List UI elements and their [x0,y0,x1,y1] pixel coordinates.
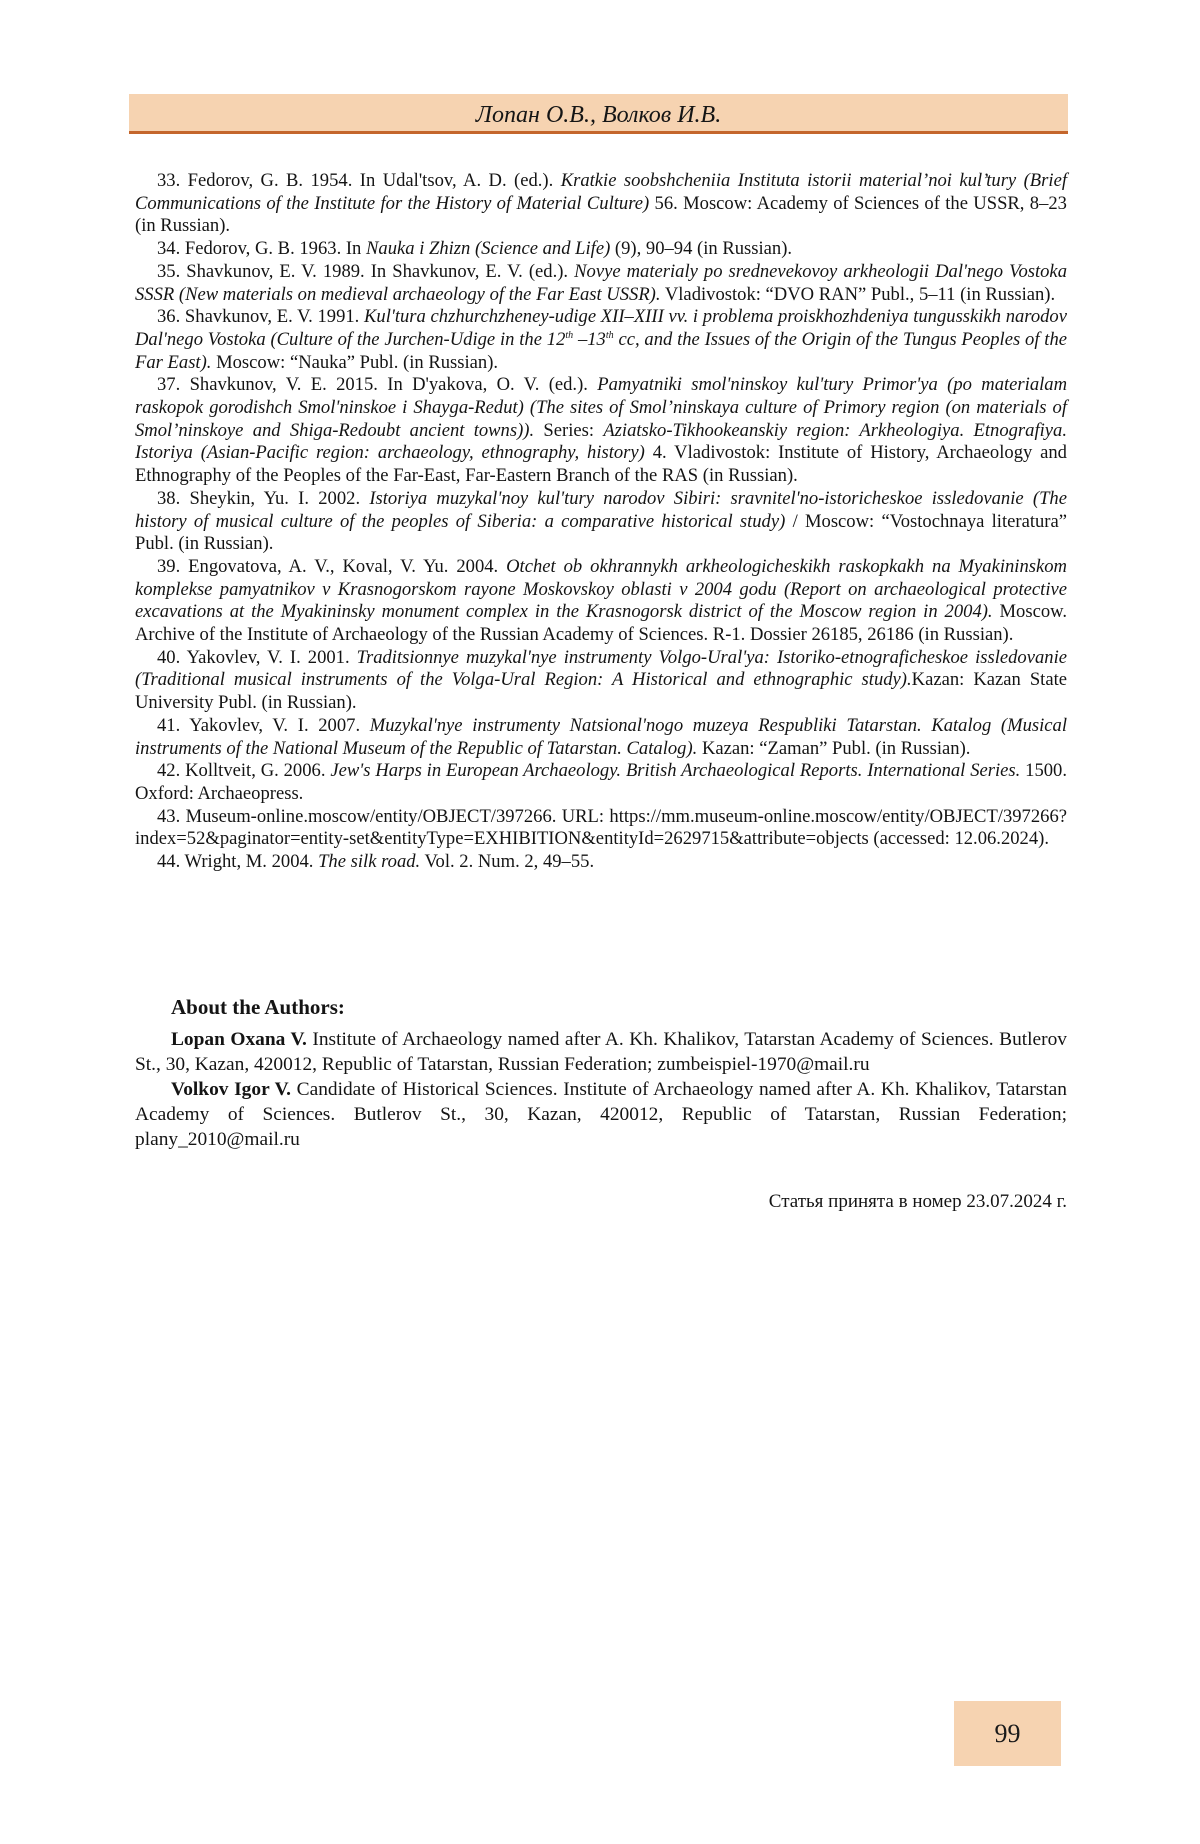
page-number: 99 [994,1719,1021,1748]
reference-item-33: 33. Fedorov, G. B. 1954. In Udal'tsov, A. D. (ed.). Kratkie soobshcheniia Instituta istorii material’noi kul’tury (Brief Communications of the Institute for the History of Material Culture) 56. Moscow: Academy of Sciences of the USSR, 8–23 (in Russian). [135,170,1067,237]
accepted-note: Статья принята в номер 23.07.2024 г. [768,1191,1067,1212]
reference-item-35: 35. Shavkunov, E. V. 1989. In Shavkunov, E. V. (ed.). Novye materialy po srednevekovoy arkheologii Dal'nego Vostoka SSSR (New materials on medieval archaeology of the Far East USSR). Vladivostok: “DVO RAN” Publ., 5–11 (in Russian). [135,260,1067,305]
author-name: Volkov Igor V. [171,1079,291,1100]
author-name: Lopan Oxana V. [171,1029,307,1050]
reference-item-34: 34. Fedorov, G. B. 1963. In Nauka i Zhizn (Science and Life) (9), 90–94 (in Russian). [157,238,793,260]
reference-item-36: 36. Shavkunov, E. V. 1991. Kul'tura chzhurchzheney-udige XII–XIII vv. i problema proiskhozhdeniya tungusskikh narodov Dal'nego Vostoka (Culture of the Jurchen-Udige in the 12th –13th cc, and the Issues of the Origin of the Tungus Peoples of the Far East). Moscow: “Nauka” Publ. (in Russian). [135,306,1067,373]
reference-item-41: 41. Yakovlev, V. I. 2007. Muzykal'nye instrumenty Natsional'nogo muzeya Respubliki Tatarstan. Katalog (Musical instruments of the National Museum of the Republic of Tatarstan. Catalog). Kazan: “Zaman” Publ. (in Russian). [135,714,1067,759]
author-details: Candidate of Historical Sciences. Institute of Archaeology named after A. Kh. Khalikov, Tatarstan Academy of Sciences. Butlerov St., 30, Kazan, 420012, Republic of Tatarstan, Russian Federation; plany_2010@mail.ru [135,1079,1067,1150]
reference-list [135,170,1067,874]
reference-item-39: 39. Engovatova, A. V., Koval, V. Yu. 2004. Otchet ob okhrannykh arkheologicheskikh raskopkakh na Myakininskom komplekse pamyatnikov v Krasnogorskom rayone Moskovskoy oblasti v 2004 godu (Report on archaeological protective excavations at the Myakininsky monument complex in the Krasnogorsk district of the Moscow region in 2004). Moscow. Archive of the Institute of Archaeology of the Russian Academy of Sciences. R-1. Dossier 26185, 26186 (in Russian). [135,555,1067,646]
author-details: Institute of Archaeology named after A. Kh. Khalikov, Tatarstan Academy of Sciences. Butlerov St., 30, Kazan, 420012, Republic of Tatarstan, Russian Federation; zumbeispiel-1970@mail.ru [135,1029,1068,1075]
reference-item-42: 42. Kolltveit, G. 2006. Jew's Harps in European Archaeology. British Archaeological Reports. International Series. 1500. Oxford: Archaeopress. [135,760,1068,804]
author-entry [135,1027,1067,1077]
running-title: Лопан О.В., Волков И.В. [475,102,722,128]
author-entry [135,1077,1067,1152]
authors-heading: About the Authors: [171,995,345,1019]
authors-section [135,1027,1067,1152]
reference-item-43: 43. Museum-online.moscow/entity/OBJECT/397266. URL: https://mm.museum-online.moscow/entity/OBJECT/397266?index=52&paginator=entity-set&entityType=EXHIBITION&entityId=2629715&attribute=objects (accessed: 12.06.2024). [135,805,1067,850]
reference-item-40: 40. Yakovlev, V. I. 2001. Traditsionnye muzykal'nye instrumenty Volgo-Ural'ya: Istoriko-etnograficheskoe issledovanie (Traditional musical instruments of the Volga-Ural Region: A Historical and ethnographic study).Kazan: Kazan State University Publ. (in Russian). [135,646,1068,714]
reference-item-44: 44. Wright, M. 2004. The silk road. Vol. 2. Num. 2, 49–55. [157,851,595,873]
reference-item-38: 38. Sheykin, Yu. I. 2002. Istoriya muzykal'noy kul'tury narodov Sibiri: sravnitel'no-istoricheskoe issledovanie (The history of musical culture of the peoples of Siberia: a comparative historical study) / Moscow: “Vostochnaya literatura” Publ. (in Russian). [135,487,1067,555]
reference-item-37: 37. Shavkunov, V. E. 2015. In D'yakova, O. V. (ed.). Pamyatniki smol'ninskoy kul'tury Primor'ya (po materialam raskopok gorodishch Smol'ninskoe i Shayga-Redut) (The sites of Smol’ninskaya culture of Primory region (on materials of Smol’ninskoye and Shiga-Redoubt ancient towns)). Series: Aziatsko-Tikhookeanskiy region: Arkheologiya. Etnografiya. Istoriya (Asian-Pacific region: archaeology, ethnography, history) 4. Vladivostok: Institute of History, Archaeology and Ethnography of the Peoples of the Far-East, Far-Eastern Branch of the RAS (in Russian). [135,374,1068,487]
